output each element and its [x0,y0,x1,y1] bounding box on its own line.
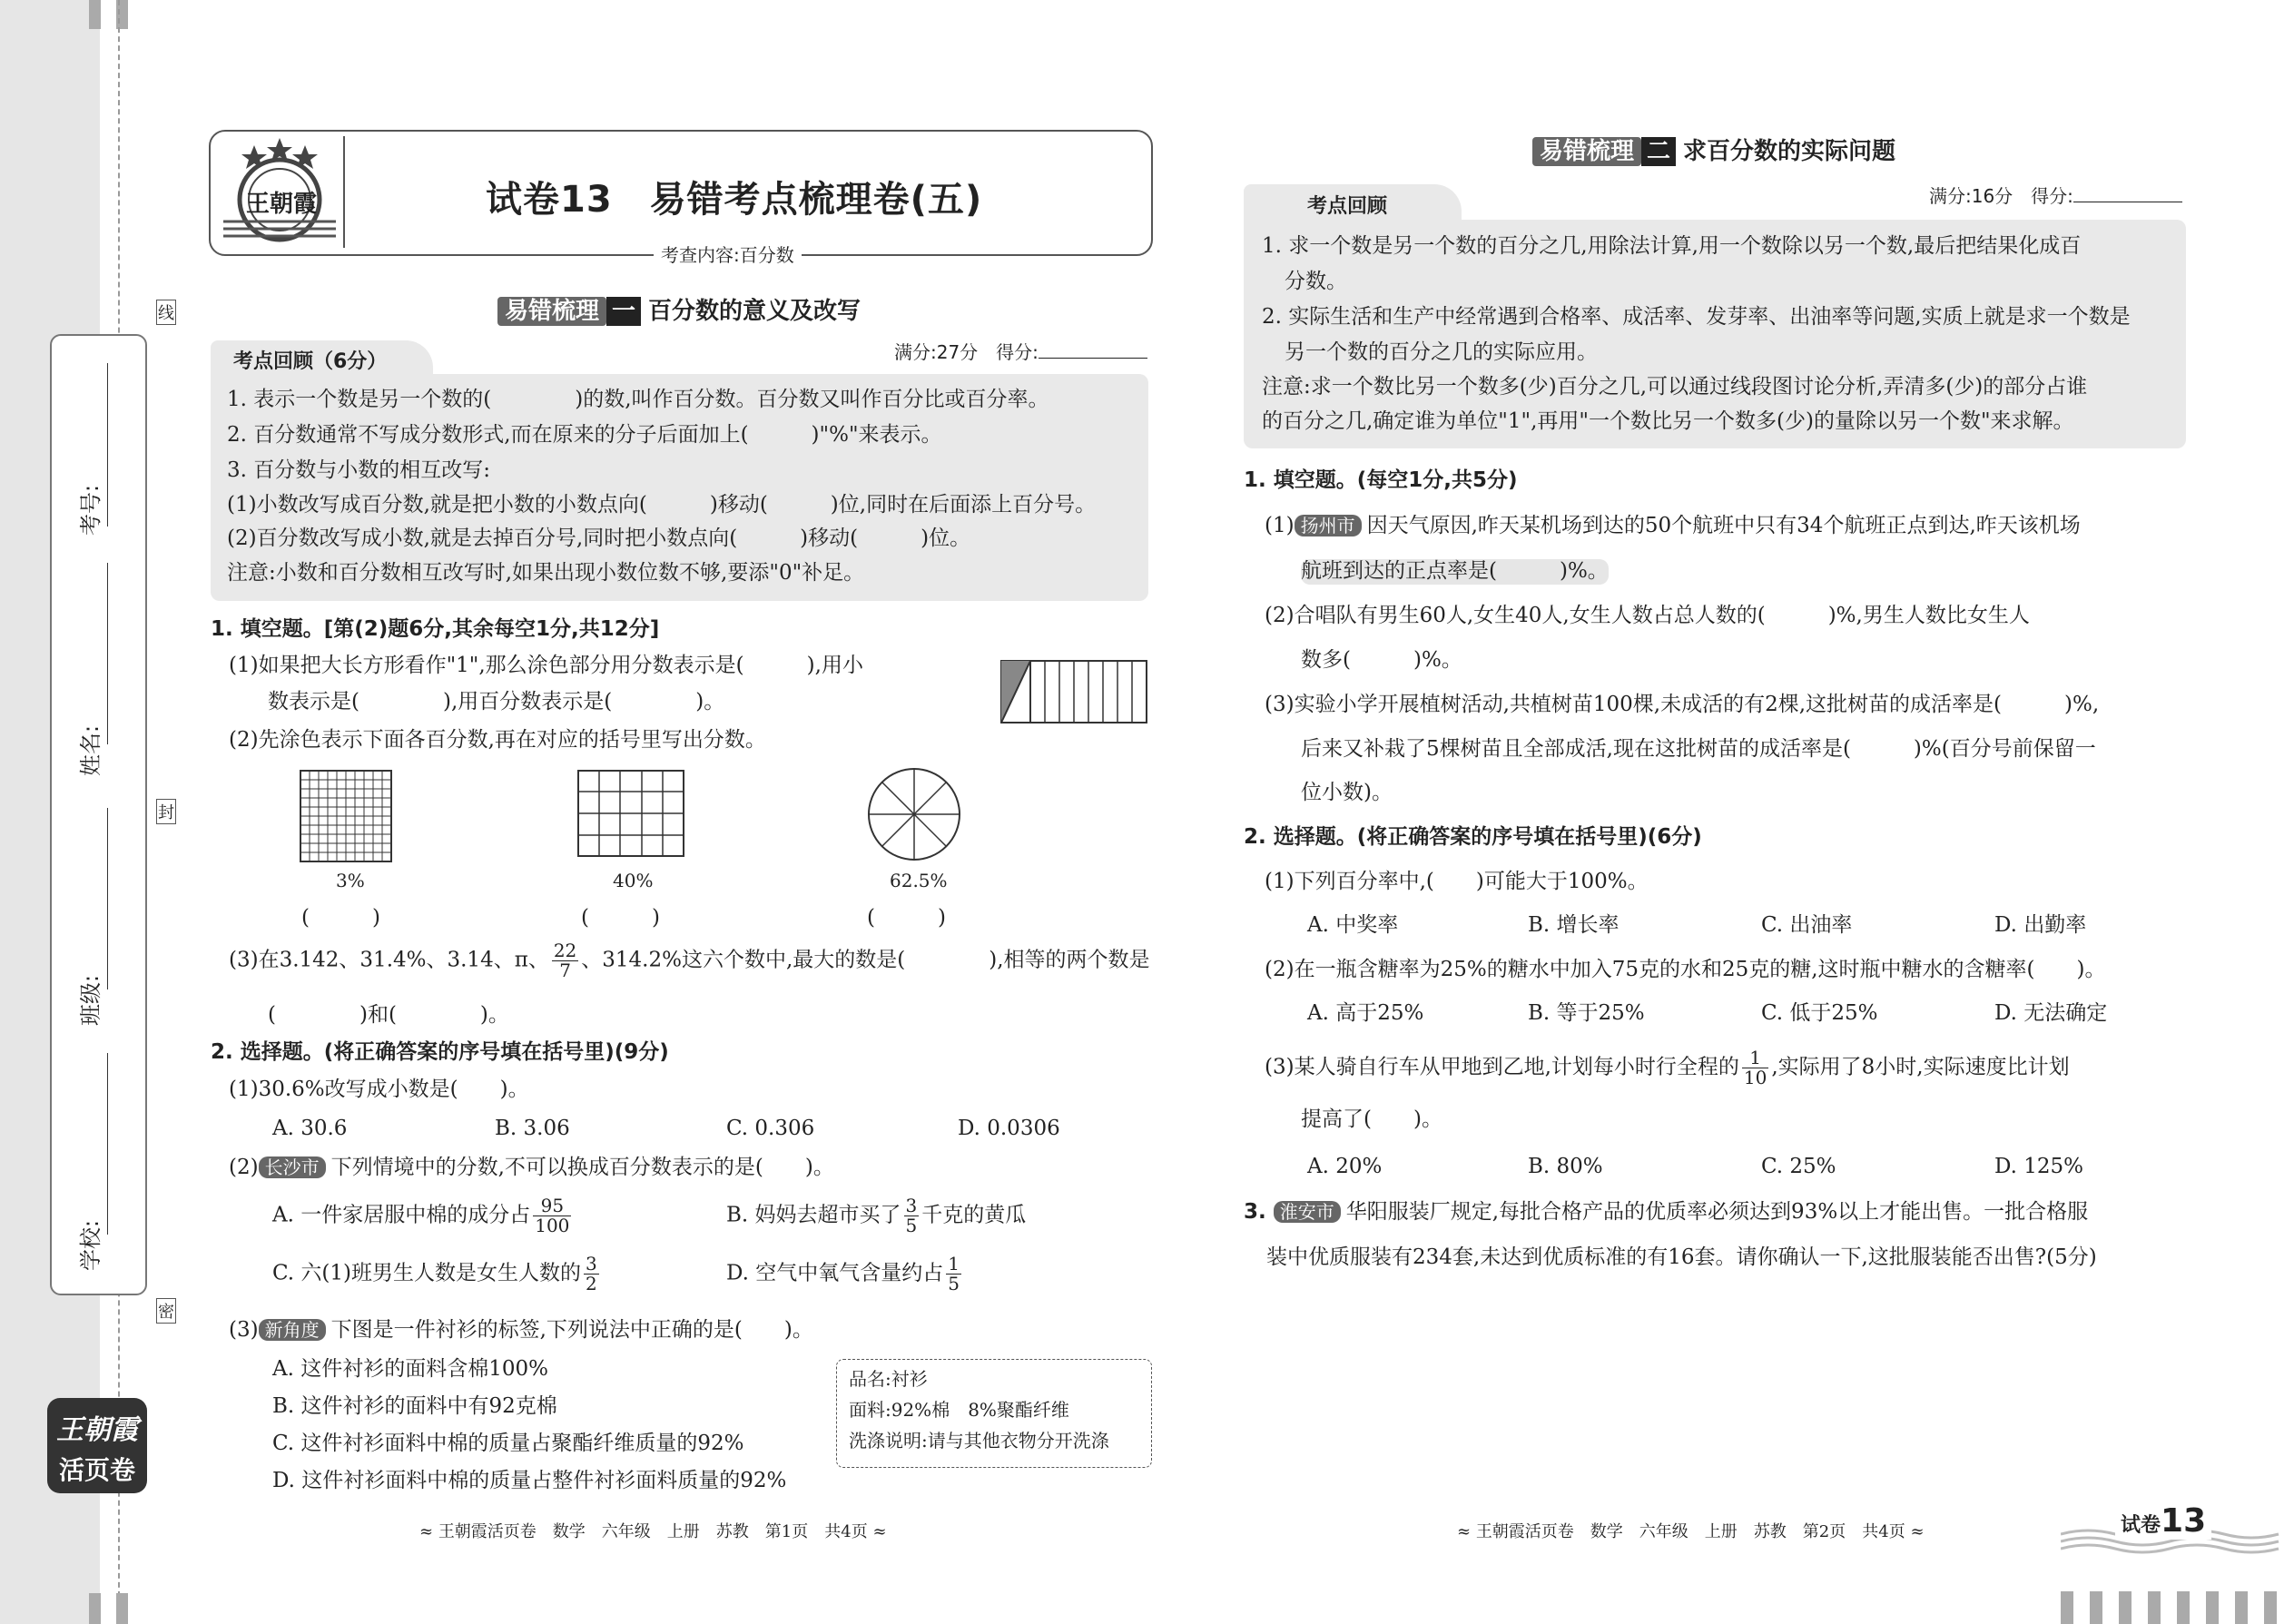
pct-label-3: 62.5% [890,870,948,891]
s2-q1-3c: 位小数)。 [1301,781,1393,804]
s2-q2-2: (2)在一瓶含糖率为25%的糖水中加入75克的水和25克的糖,这时瓶中糖水的含糖率( )。 [1265,958,2106,981]
s2-q3-a: 3. 淮安市 华阳服装厂规定,每批合格产品的优质率必须达到93%以上才能出售。一批合格服 [1244,1200,2089,1224]
s2-q2-3-opt-c[interactable]: C. 25% [1761,1155,1836,1178]
s2-review-2: 分数。 [1285,270,1347,293]
s2-review-4: 另一个数的百分之几的实际应用。 [1285,340,1598,364]
fraction-95-100: $\frac{95}{100}$ [535,1195,570,1236]
pct-label-1: 3% [336,870,365,891]
binding-mark-seal: 封 [156,799,176,824]
s1-review-2: 2. 百分数通常不写成分数形式,而在原来的分子后面加上( )"%"来表示。 [227,423,942,447]
header-divider [343,136,345,248]
answer-paren-1[interactable]: ( ) [301,906,380,930]
s1-q2-1-opt-c[interactable]: C. 0.306 [726,1117,815,1140]
s2-q1-1a: (1) 扬州市 因天气原因,昨天某机场到达的50个航班中只有34个航班正点到达,昨天该机场 [1265,514,2081,537]
s1-q1-heading: 1. 填空题。[第(2)题6分,其余每空1分,共12分] [211,617,660,641]
rectangle-figure [1000,660,1147,727]
student-id-label: 考号: [78,484,103,536]
binding-stripes-bottom [89,1593,143,1624]
s1-q2-3: (3) 新角度 下图是一件衬衫的标签,下列说法中正确的是( )。 [229,1318,813,1342]
s1-q2-2: (2) 长沙市 下列情境中的分数,不可以换成百分数表示的是( )。 [229,1156,834,1179]
s2-q2-2-opt-d[interactable]: D. 无法确定 [1994,1001,2108,1025]
section1-label: 易错梳理 [497,297,606,326]
s2-q2-1: (1)下列百分率中,( )可能大于100%。 [1265,870,1649,893]
fraction-1-5: $\frac{1}{5}$ [948,1253,960,1294]
s2-q2-2-opt-a[interactable]: A. 高于25% [1307,1001,1424,1025]
fraction-3-5: $\frac{3}{5}$ [905,1195,918,1236]
s2-q2-heading: 2. 选择题。(将正确答案的序号填在括号里)(6分) [1244,825,1702,849]
s1-q1-3c: ( )和( )。 [268,1003,509,1027]
s2-q2-3-opt-a[interactable]: A. 20% [1307,1155,1383,1178]
circle-8-figure[interactable] [867,767,961,865]
pct-label-2: 40% [613,870,654,891]
shirt-label-fabric: 面料:92%棉 8%聚酯纤维 [849,1399,1069,1421]
s2-q1-2a: (2)合唱队有男生60人,女生40人,女生人数占总人数的( )%,男生人数比女生人 [1265,604,2030,627]
s2-review-5: 注意:求一个数比另一个数多(少)百分之几,可以通过线段图讨论分析,弄清多(少)的部分占谁 [1262,375,2088,399]
s1-q2-3-opt-a[interactable]: A. 这件衬衫的面料含棉100% [272,1357,548,1381]
section1-title: 百分数的意义及改写 [648,298,861,325]
s1-q2-3-opt-b[interactable]: B. 这件衬衫的面料中有92克棉 [272,1394,557,1418]
paper-number-value: 13 [2161,1502,2207,1540]
student-info-box [50,334,147,1295]
brand-logo-line1: 王朝霞 [56,1414,138,1446]
fraction-22-7: $\frac{22}{7}$ [553,940,577,981]
binding-mark-line: 线 [156,300,176,325]
s1-q2-heading: 2. 选择题。(将正确答案的序号填在括号里)(9分) [211,1040,669,1064]
paper-number-label: 试卷 [2121,1514,2161,1537]
fraction-3-2: $\frac{3}{2}$ [585,1253,597,1294]
s1-q2-2-opt-a[interactable]: A. 一件家居服中棉的成分占 $\frac{95}{100}$ [272,1195,570,1236]
region-tag-huaian: 淮安市 [1274,1201,1341,1223]
section1-heading [497,292,861,326]
s2-q2-1-opt-c[interactable]: C. 出油率 [1761,913,1853,937]
s2-q2-3-opt-b[interactable]: B. 80% [1528,1155,1603,1178]
class-label: 班级: [78,974,103,1026]
s2-q1-1b [1301,559,1609,585]
region-tag-yangzhou: 扬州市 [1295,515,1362,536]
binding-mark-secret: 密 [156,1298,176,1324]
page-title: 试卷13 易错考点梳理卷(五) [486,179,983,221]
s2-q2-1-opt-b[interactable]: B. 增长率 [1528,913,1620,937]
answer-paren-3[interactable]: ( ) [867,906,946,930]
s2-q2-1-opt-d[interactable]: D. 出勤率 [1994,913,2087,937]
section2-title: 求百分数的实际问题 [1683,138,1896,165]
s2-review-6: 的百分之几,确定谁为单位"1",再用"一个数比另一个数多(少)的量除以另一个数"来求解。 [1262,409,2074,433]
s2-q3-b: 装中优质服装有234套,未达到优质标准的有16套。请你确认一下,这批服装能否出售?(5分) [1266,1245,2097,1269]
s2-q2-1-opt-a[interactable]: A. 中奖率 [1307,913,1399,937]
s2-q1-heading: 1. 填空题。(每空1分,共5分) [1244,468,1518,492]
s2-q2-3c: 提高了( )。 [1301,1107,1442,1131]
s1-q2-1-opt-d[interactable]: D. 0.0306 [958,1117,1060,1140]
school-line[interactable] [107,1053,108,1235]
s1-q2-2-opt-c[interactable]: C. 六(1)班男生人数是女生人数的 $\frac{3}{2}$ [272,1253,597,1294]
binding-stripes-top [89,0,143,36]
section2-score: 满分:16分 得分: [1929,182,2182,208]
s1-review-5: (2)百分数改写成小数,就是去掉百分号,同时把小数点向( )移动( )位。 [227,527,971,550]
bottom-right-stripes [2061,1591,2294,1624]
s1-q2-3-opt-c[interactable]: C. 这件衬衫面料中棉的质量占聚酯纤维质量的92% [272,1432,744,1455]
section2-heading [1532,133,1895,166]
s1-review-6: 注意:小数和百分数相互改写时,如果出现小数位数不够,要添"0"补足。 [227,561,865,585]
s1-review-4: (1)小数改写成百分数,就是把小数的小数点向( )移动( )位,同时在后面添上百分号。 [227,493,1097,517]
section2-review-tab: 考点回顾 [1244,184,1462,221]
fraction-1-10: $\frac{1}{10}$ [1743,1047,1767,1088]
s1-q2-2-opt-b[interactable]: B. 妈妈去超市买了 $\frac{3}{5}$ 千克的黄瓜 [726,1195,1027,1236]
section1-score-blank[interactable] [1039,358,1147,359]
s2-q2-3-opt-d[interactable]: D. 125% [1994,1155,2083,1178]
s1-q1-1b: 数表示是( ),用百分数表示是( )。 [268,690,725,714]
answer-paren-2[interactable]: ( ) [581,906,660,930]
s1-q1-2: (2)先涂色表示下面各百分数,再在对应的括号里写出分数。 [229,728,766,752]
student-id-line[interactable] [107,363,108,527]
section1-num: 一 [606,297,641,326]
section1-review-tab: 考点回顾（6分） [211,340,433,375]
new-angle-tag: 新角度 [259,1319,326,1341]
shirt-label-name: 品名:衬衫 [849,1368,928,1390]
header-seal-text: 王朝霞 [246,191,318,218]
s1-q1-1a: (1)如果把大长方形看作"1",那么涂色部分用分数表示是( ),用小 [229,654,863,677]
s2-review-1: 1. 求一个数是另一个数的百分之几,用除法计算,用一个数除以另一个数,最后把结果化成百 [1262,234,2082,258]
brand-logo-line2: 活页卷 [58,1455,135,1485]
s2-q1-3b: 后来又补栽了5棵树苗且全部成活,现在这批树苗的成活率是( )%(百分号前保留一 [1301,737,2096,761]
s2-q1-2b: 数多( )%。 [1301,648,1462,672]
class-line[interactable] [107,808,108,989]
brand-logo [47,1398,147,1493]
section2-num: 二 [1641,137,1676,166]
school-label: 学校: [78,1219,103,1271]
s1-q2-2-opt-d[interactable]: D. 空气中氧气含量约占 $\frac{1}{5}$ [726,1253,960,1294]
grid-20-figure[interactable] [577,770,684,861]
s1-review-1: 1. 表示一个数是另一个数的( )的数,叫作百分数。百分数又叫作百分比或百分率。 [227,388,1049,411]
s2-q1-1b-text: 航班到达的正点率是( )%。 [1301,559,1609,583]
s1-q2-1-opt-b[interactable]: B. 3.06 [495,1117,570,1140]
name-label: 姓名: [78,724,103,776]
s1-q2-1-opt-a[interactable]: A. 30.6 [272,1117,348,1140]
s1-q2-3-opt-d[interactable]: D. 这件衬衫面料中棉的质量占整件衬衫面料质量的92% [272,1469,787,1492]
s1-review-3: 3. 百分数与小数的相互改写: [227,458,491,482]
footer-right: ≈ 王朝霞活页卷 数学 六年级 上册 苏教 第2页 共4页 ≈ [1457,1522,1925,1541]
s2-q2-2-opt-b[interactable]: B. 等于25% [1528,1001,1645,1025]
header-seal [216,134,343,248]
grid-100-figure[interactable] [300,770,392,866]
page-subtitle: 考查内容:百分数 [654,241,802,267]
s2-q1-3a: (3)实验小学开展植树活动,共植树苗100棵,未成活的有2棵,这批树苗的成活率是( )%, [1265,693,2100,716]
section2-label: 易错梳理 [1532,137,1641,166]
section1-score: 满分:27分 得分: [894,338,1147,364]
shirt-label-wash: 洗涤说明:请与其他衣物分开洗涤 [849,1430,1109,1452]
footer-left: ≈ 王朝霞活页卷 数学 六年级 上册 苏教 第1页 共4页 ≈ [419,1522,887,1541]
name-line[interactable] [107,563,108,744]
paper-number [2115,1502,2211,1540]
s1-q1-3a: (3)在3.142、31.4%、3.14、π、 $\frac{22}{7}$ 、314.2%这六个数中,最大的数是( ),相等的两个数是 [229,940,1150,981]
s1-q2-1: (1)30.6%改写成小数是( )。 [229,1078,529,1101]
s2-q2-3a: (3)某人骑自行车从甲地到乙地,计划每小时行全程的 $\frac{1}{10}$ ,实际用了8小时,实际速度比计划 [1265,1047,2070,1088]
region-tag-changsha: 长沙市 [259,1156,326,1178]
s2-q2-2-opt-c[interactable]: C. 低于25% [1761,1001,1878,1025]
s2-review-3: 2. 实际生活和生产中经常遇到合格率、成活率、发芽率、出油率等问题,实质上就是求一个数是 [1262,305,2131,329]
